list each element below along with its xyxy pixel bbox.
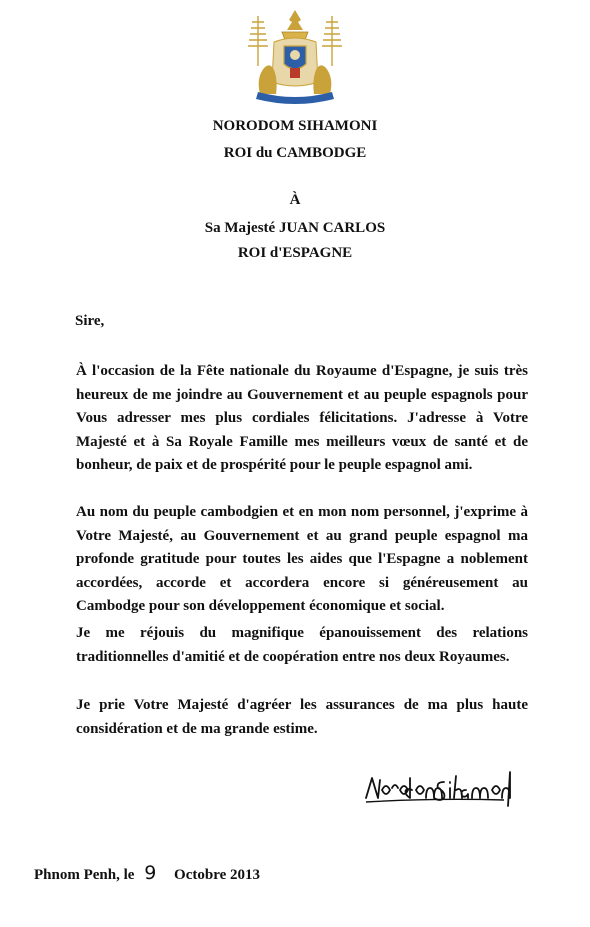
paragraph-4: Je prie Votre Majesté d'agréer les assurances de ma plus haute considération et de ma grande estime. <box>76 697 528 737</box>
place-label: Phnom Penh, le <box>34 867 135 883</box>
salutation: Sire, <box>75 313 105 329</box>
royal-crest-icon <box>244 8 346 104</box>
recipient-name: Sa Majesté JUAN CARLOS <box>204 220 386 236</box>
addressee-preposition: À <box>289 192 301 208</box>
handwritten-signature <box>364 768 514 808</box>
day-handwritten: 9 <box>144 862 157 884</box>
paragraph-2: Au nom du peuple cambodgien et en mon nom personnel, j'exprime à Votre Majesté, au Gouvernement et au grand peuple espagnol ma profonde gratitude pour toutes les aides que l'Espagne a noblement accordées, accorde et accordera encore si généreusement au Cambodge pour son développement économique et social. <box>76 504 528 614</box>
recipient-title: ROI d'ESPAGNE <box>237 245 353 261</box>
sender-title: ROI du CAMBODGE <box>223 145 367 161</box>
sender-name: NORODOM SIHAMONI <box>212 118 378 134</box>
date-line <box>34 862 260 884</box>
paragraph-3: Je me réjouis du magnifique épanouissement des relations traditionnelles d'amitié et de coopération entre nos deux Royaumes. <box>76 625 528 665</box>
paragraph-1: À l'occasion de la Fête nationale du Royaume d'Espagne, je suis très heureux de me joindre au Gouvernement et au peuple espagnols pour Vous adresser mes plus cordiales félicitations. J'adresse à Votre Majesté et à Sa Royale Famille mes meilleurs vœux de santé et de bonheur, de paix et de prospérité pour le peuple espagnol ami. <box>76 363 528 473</box>
month-year: Octobre 2013 <box>174 867 260 883</box>
